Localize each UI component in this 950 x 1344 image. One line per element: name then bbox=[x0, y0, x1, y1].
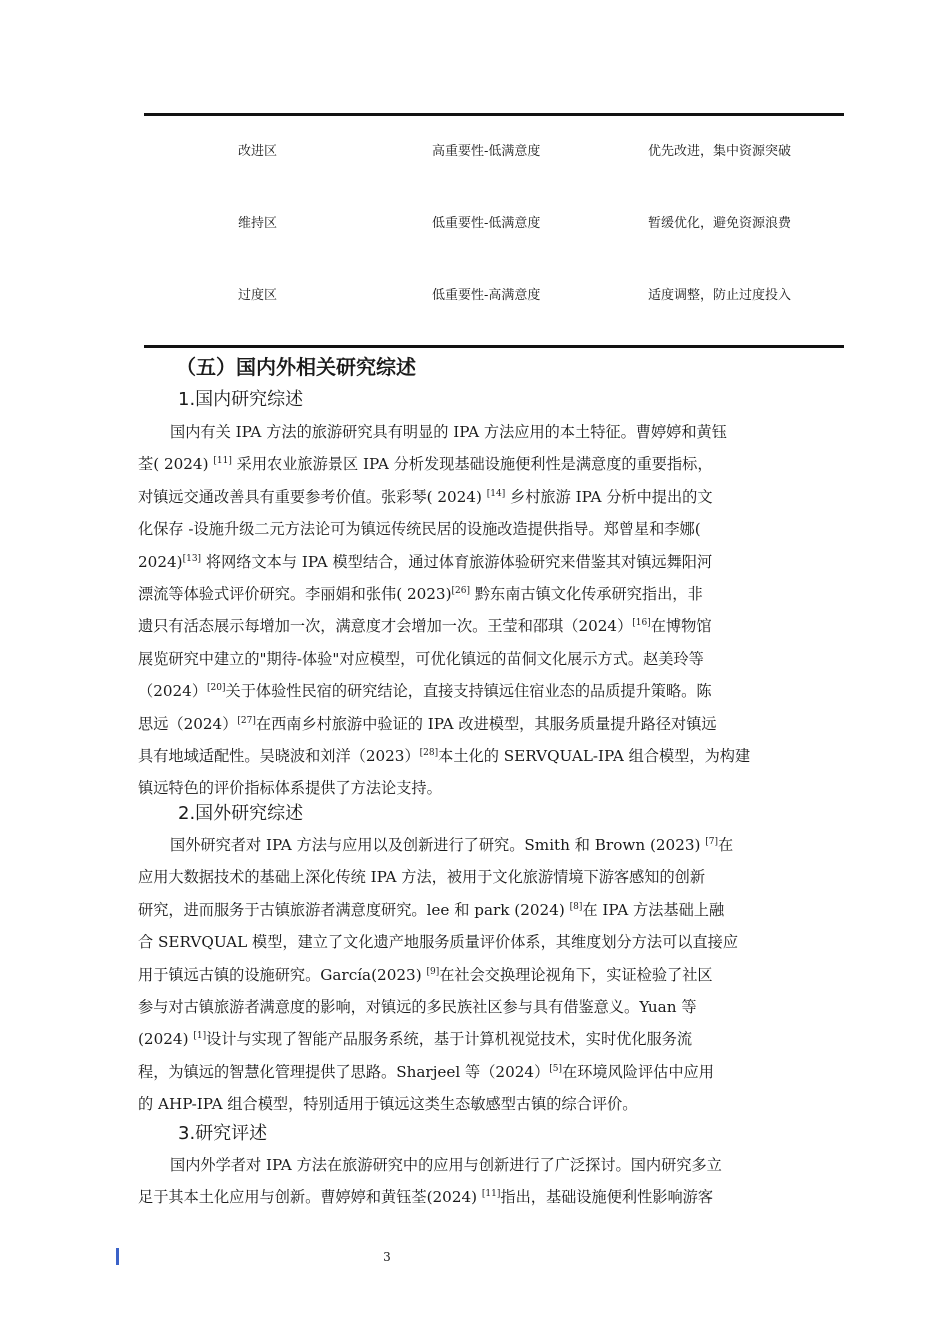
paragraph-line bbox=[138, 648, 858, 670]
line-text: 国外研究者对 IPA 方法与应用以及创新进行了研究。Smith 和 Brown (2023) bbox=[170, 836, 706, 854]
line-text: 合 SERVQUAL 模型，建立了文化遗产地服务质量评价体系，其维度划分方法可以直接应 bbox=[138, 933, 739, 952]
citation-marker: [9] bbox=[426, 966, 440, 977]
line-text: 在博物馆 bbox=[650, 617, 712, 636]
paragraph-line bbox=[138, 777, 858, 799]
line-text: 研究，进而服务于古镇旅游者满意度研究。lee 和 park (2024) bbox=[138, 900, 570, 919]
citation-marker: [26] bbox=[451, 585, 471, 596]
paragraph-line bbox=[138, 615, 858, 637]
citation-marker: [11] bbox=[213, 456, 232, 467]
citation-marker: [1] bbox=[193, 1031, 207, 1042]
citation-marker: [13] bbox=[182, 553, 202, 564]
line-text: 设计与实现了智能产品服务系统，基于计算机视觉技术，实时优化服务流 bbox=[206, 1030, 693, 1049]
line-text: 关于体验性民宿的研究结论，直接支持镇远住宿业态的品质提升策略。陈 bbox=[225, 682, 712, 701]
line-text: 在社会交换理论视角下，实证检验了社区 bbox=[439, 965, 713, 984]
subsection-heading-foreign: 2.国外研究综述 bbox=[178, 803, 304, 824]
line-text: 将网络文本与 IPA 模型结合，通过体育旅游体验研究来借鉴其对镇远舞阳河 bbox=[201, 552, 713, 571]
paragraph-line bbox=[138, 745, 858, 767]
paragraph-line bbox=[138, 899, 858, 921]
table-cell-zone: 维持区 bbox=[238, 216, 278, 231]
table-cell-strategy: 暂缓优化，避免资源浪费 bbox=[648, 216, 792, 231]
paragraph-line bbox=[170, 1154, 858, 1176]
line-text: 对镇远交通改善具有重要参考价值。张彩琴( 2024) bbox=[138, 487, 487, 506]
subsection-heading-review: 3.研究评述 bbox=[178, 1123, 268, 1144]
line-text: 2024) bbox=[138, 552, 183, 571]
line-text: 用于镇远古镇的设施研究。García(2023) bbox=[138, 965, 427, 984]
paragraph-line bbox=[138, 1061, 858, 1083]
line-text: 国内外学者对 IPA 方法在旅游研究中的应用与创新进行了广泛探讨。国内研究多立 bbox=[170, 1156, 722, 1174]
line-text: 应用大数据技术的基础上深化传统 IPA 方法，被用于文化旅游情境下游客感知的创新 bbox=[138, 868, 706, 887]
footer-accent-bar bbox=[116, 1248, 119, 1265]
table-row bbox=[144, 214, 844, 234]
line-text: 参与对古镇旅游者满意度的影响，对镇远的多民族社区参与具有借鉴意义。Yuan 等 bbox=[138, 998, 697, 1016]
paragraph-line bbox=[138, 486, 858, 508]
citation-marker: [16] bbox=[632, 618, 651, 629]
citation-marker: [11] bbox=[481, 1189, 501, 1200]
table-cell-type: 低重要性-低满意度 bbox=[432, 216, 541, 231]
paragraph-line bbox=[138, 518, 858, 540]
paragraph-line bbox=[138, 1093, 858, 1115]
subsection-heading-domestic: 1.国内研究综述 bbox=[178, 389, 304, 410]
line-text: 在环境风险评估中应用 bbox=[562, 1062, 714, 1081]
line-text: 乡村旅游 IPA 分析中提出的文 bbox=[505, 487, 713, 506]
line-text: 程，为镇远的智慧化管理提供了思路。Sharjeel 等（2024） bbox=[138, 1062, 550, 1081]
line-text: 国内有关 IPA 方法的旅游研究具有明显的 IPA 方法应用的本土特征。曹婷婷和黄钰 bbox=[170, 423, 727, 441]
citation-marker: [27] bbox=[237, 715, 256, 726]
paragraph-line bbox=[138, 583, 858, 605]
line-text: 展览研究中建立的"期待-体验"对应模型，可优化镇远的苗侗文化展示方式。赵美玲等 bbox=[138, 649, 704, 668]
table-top-rule bbox=[144, 113, 844, 116]
line-text: 镇远特色的评价指标体系提供了方法论支持。 bbox=[138, 779, 442, 798]
table-cell-zone: 改进区 bbox=[238, 144, 278, 159]
table-cell-type: 低重要性-高满意度 bbox=[432, 288, 541, 303]
table-cell-zone: 过度区 bbox=[238, 288, 278, 303]
table-cell-strategy: 优先改进，集中资源突破 bbox=[648, 144, 792, 159]
table-cell-strategy: 适度调整，防止过度投入 bbox=[648, 288, 792, 303]
line-text: 在西南乡村旅游中验证的 IPA 改进模型，其服务质量提升路径对镇远 bbox=[255, 714, 717, 733]
paragraph-line bbox=[138, 931, 858, 953]
paragraph-line bbox=[138, 551, 858, 573]
line-text: 黔东南古镇文化传承研究指出，非 bbox=[470, 585, 703, 603]
citation-marker: [8] bbox=[569, 901, 583, 912]
line-text: 采用农业旅游景区 IPA 分析发现基础设施便利性是满意度的重要指标， bbox=[231, 455, 713, 474]
table-bottom-rule bbox=[144, 345, 844, 348]
paragraph-line bbox=[138, 964, 858, 986]
paragraph-line bbox=[170, 421, 858, 443]
line-text: 化保存 -设施升级二元方法论可为镇远传统民居的设施改造提供指导。郑曾星和李娜( bbox=[138, 520, 701, 539]
line-text: (2024) bbox=[138, 1030, 194, 1049]
table-row bbox=[144, 142, 844, 162]
paragraph-line bbox=[138, 996, 858, 1018]
table-row bbox=[144, 286, 844, 306]
section-heading: （五）国内外相关研究综述 bbox=[176, 355, 416, 379]
paragraph-line bbox=[138, 713, 858, 735]
line-text: 指出，基础设施便利性影响游客 bbox=[500, 1188, 714, 1207]
citation-marker: [20] bbox=[207, 683, 226, 694]
paragraph-line bbox=[138, 1028, 858, 1050]
paragraph-line bbox=[138, 680, 858, 702]
line-text: （2024） bbox=[138, 682, 208, 701]
paragraph-line bbox=[138, 453, 858, 475]
line-text: 足于其本土化应用与创新。曹婷婷和黄钰荃(2024) bbox=[138, 1188, 482, 1207]
citation-marker: [7] bbox=[705, 836, 719, 847]
paragraph-line bbox=[170, 834, 858, 856]
citation-marker: [5] bbox=[549, 1063, 563, 1074]
paragraph-line bbox=[138, 1186, 858, 1208]
line-text: 本土化的 SERVQUAL-IPA 组合模型，为构建 bbox=[438, 747, 751, 765]
paragraph-line bbox=[138, 866, 858, 888]
line-text: 的 AHP-IPA 组合模型，特别适用于镇远这类生态敏感型古镇的综合评价。 bbox=[138, 1095, 638, 1114]
citation-marker: [14] bbox=[486, 488, 506, 499]
line-text: 具有地域适配性。吴晓波和刘洋（2023） bbox=[138, 747, 420, 765]
line-text: 在 bbox=[718, 836, 734, 854]
line-text: 漂流等体验式评价研究。李丽娟和张伟( 2023) bbox=[138, 585, 452, 603]
page-number: 3 bbox=[383, 1250, 391, 1264]
line-text: 在 IPA 方法基础上融 bbox=[582, 900, 725, 919]
line-text: 思远（2024） bbox=[138, 714, 238, 733]
line-text: 遗只有活态展示每增加一次，满意度才会增加一次。王莹和邵琪（2024） bbox=[138, 617, 633, 636]
citation-marker: [28] bbox=[419, 747, 439, 758]
line-text: 荃( 2024) bbox=[138, 455, 214, 474]
table-cell-type: 高重要性-低满意度 bbox=[432, 144, 541, 159]
